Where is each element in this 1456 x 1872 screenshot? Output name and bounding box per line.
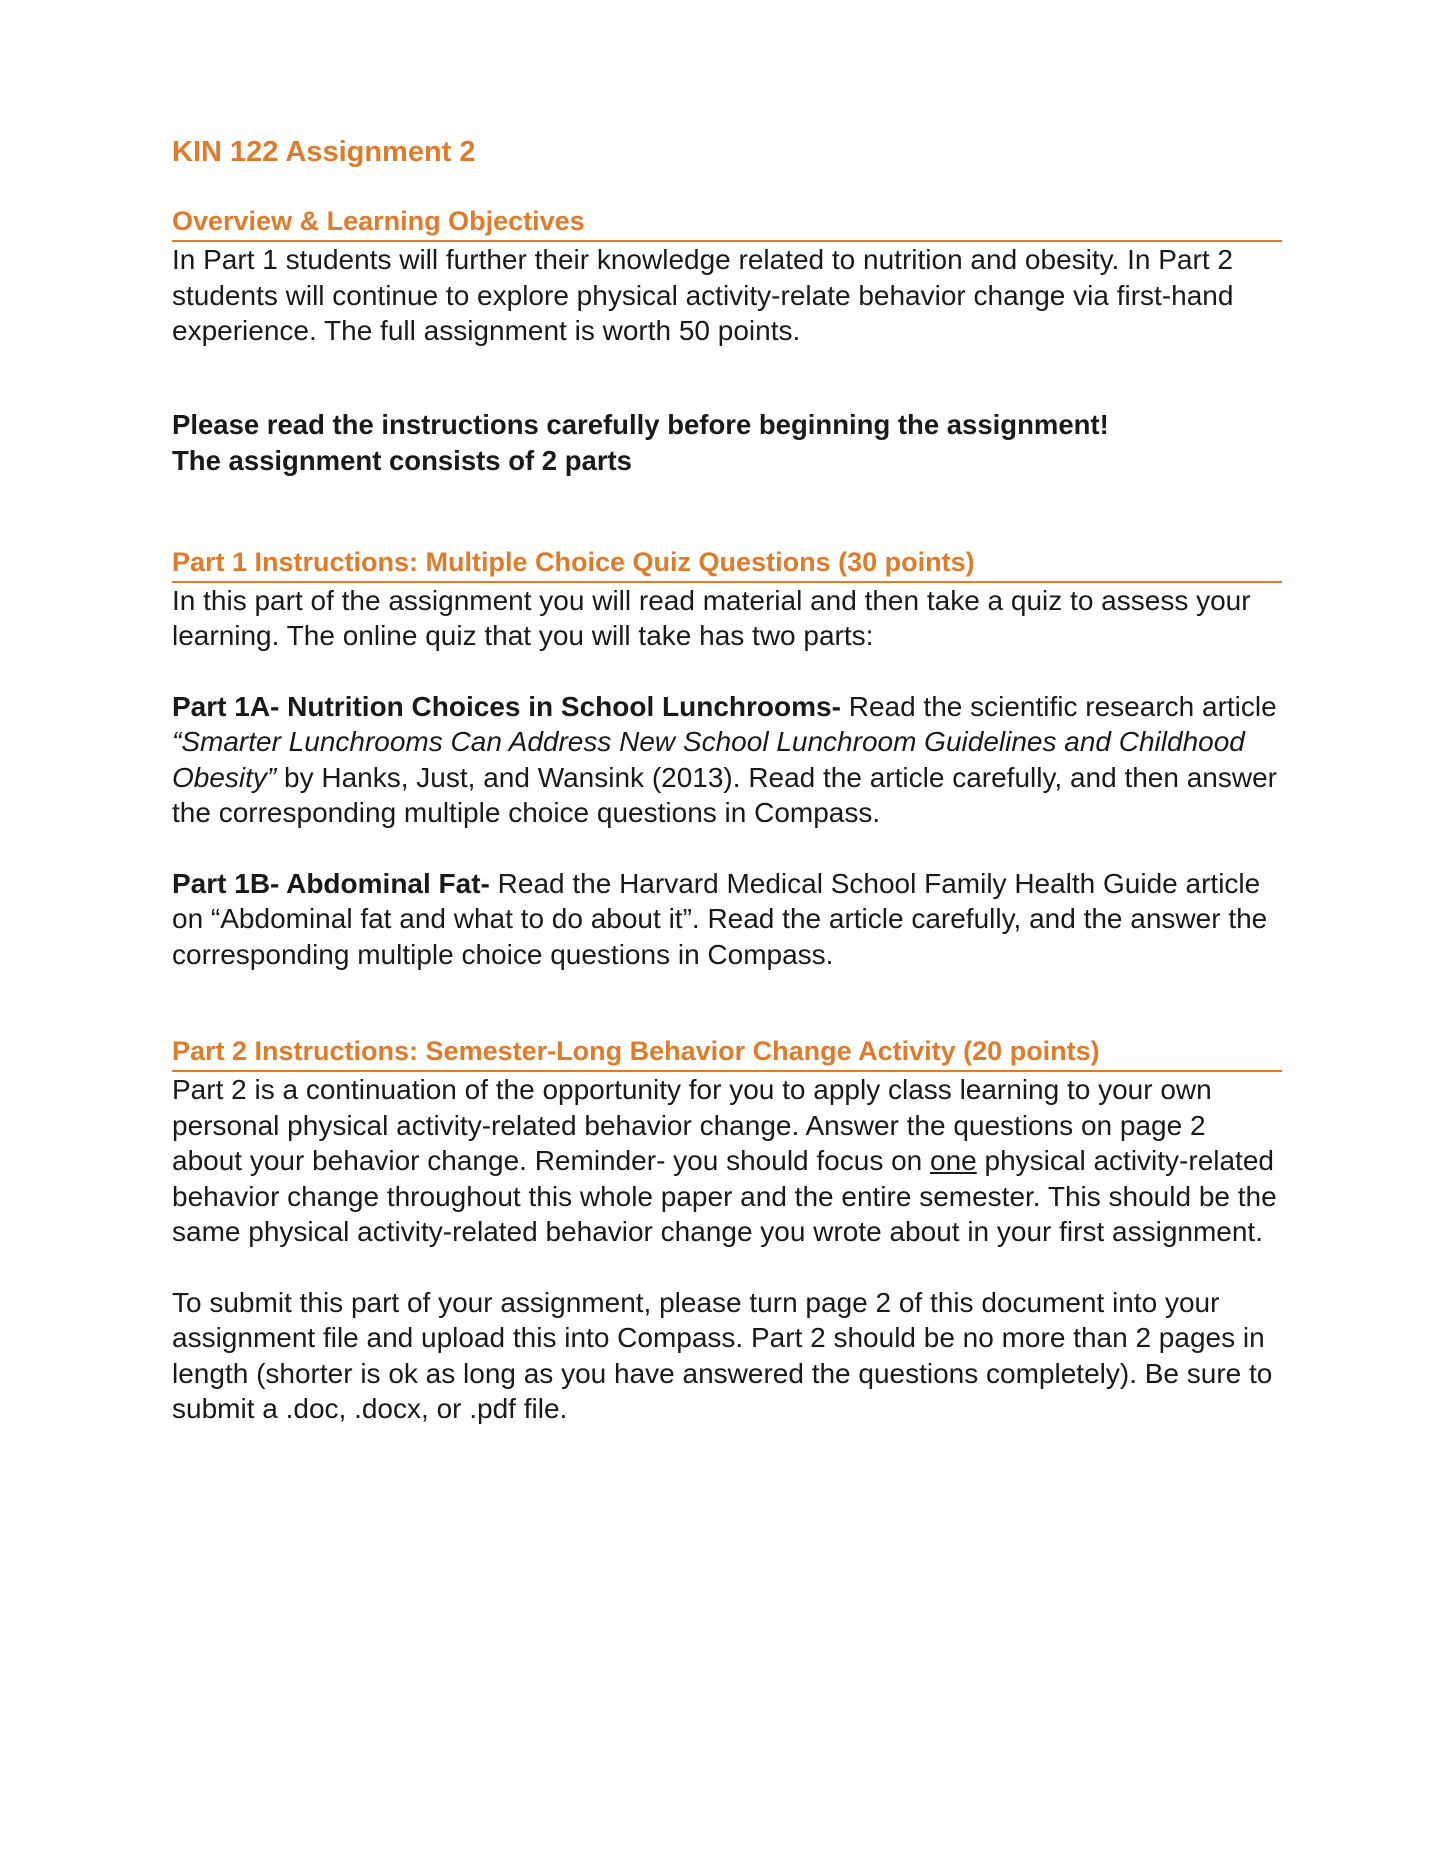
part1b-paragraph — [172, 866, 1282, 973]
part1a-label: Part 1A- Nutrition Choices in School Lunchrooms- — [172, 690, 841, 722]
document-page — [172, 134, 1282, 1427]
part1a-text-before: Read the scientific research article — [840, 690, 1277, 722]
part2-para1-before: Part 2 is a continuation of the opportunity for you to apply class learning to your own personal physical activity-related behavior change. Answer the questions on page 2 about your behavior change. Reminder- you should focus on — [172, 1074, 1212, 1176]
notice-line-1: Please read the instructions carefully before beginning the assignment! — [172, 408, 1109, 440]
part1-intro: In this part of the assignment you will read material and then take a quiz to assess your learning. The online quiz that you will take has two parts: — [172, 584, 1251, 651]
document-title: KIN 122 Assignment 2 — [172, 136, 476, 168]
part2-paragraph-1 — [172, 1072, 1282, 1250]
part1a-paragraph — [172, 689, 1282, 831]
overview-heading: Overview & Learning Objectives — [172, 204, 1282, 242]
part2-heading: Part 2 Instructions: Semester-Long Behavior Change Activity (20 points) — [172, 1034, 1282, 1072]
part1b-label: Part 1B- Abdominal Fat- — [172, 867, 490, 899]
part1a-text-after: by Hanks, Just, and Wansink (2013). Read the article carefully, and then answer the corresponding multiple choice questions in Compass. — [172, 761, 1277, 828]
overview-text: In Part 1 students will further their knowledge related to nutrition and obesity. In Part 2 students will continue to explore physical activity-relate behavior change via first-hand experience. The full assignment is worth 50 points. — [172, 244, 1234, 346]
part1-heading: Part 1 Instructions: Multiple Choice Quiz Questions (30 points) — [172, 545, 1282, 583]
notice-line-2: The assignment consists of 2 parts — [172, 444, 632, 476]
part1b-text: Read the Harvard Medical School Family Health Guide article on “Abdominal fat and what to do about it”. Read the article carefully, and the answer the corresponding multiple choice questions in Compass. — [172, 867, 1268, 970]
part2-paragraph-2: To submit this part of your assignment, please turn page 2 of this document into your assignment file and upload this into Compass. Part 2 should be no more than 2 pages in length (shorter is ok as long as you have answered the questions completely). Be sure to submit a .doc, .docx, or .pdf file. — [172, 1286, 1273, 1424]
part1a-article-title: “Smarter Lunchrooms Can Address New School Lunchroom Guidelines and Childhood Obesity” — [172, 726, 1245, 793]
part2-para1-after: physical activity-related behavior change throughout this whole paper and the entire semester. This should be the same physical activity-related behavior change you wrote about in your first assignment. — [172, 1145, 1277, 1247]
part2-para1-underlined: one — [930, 1145, 977, 1176]
